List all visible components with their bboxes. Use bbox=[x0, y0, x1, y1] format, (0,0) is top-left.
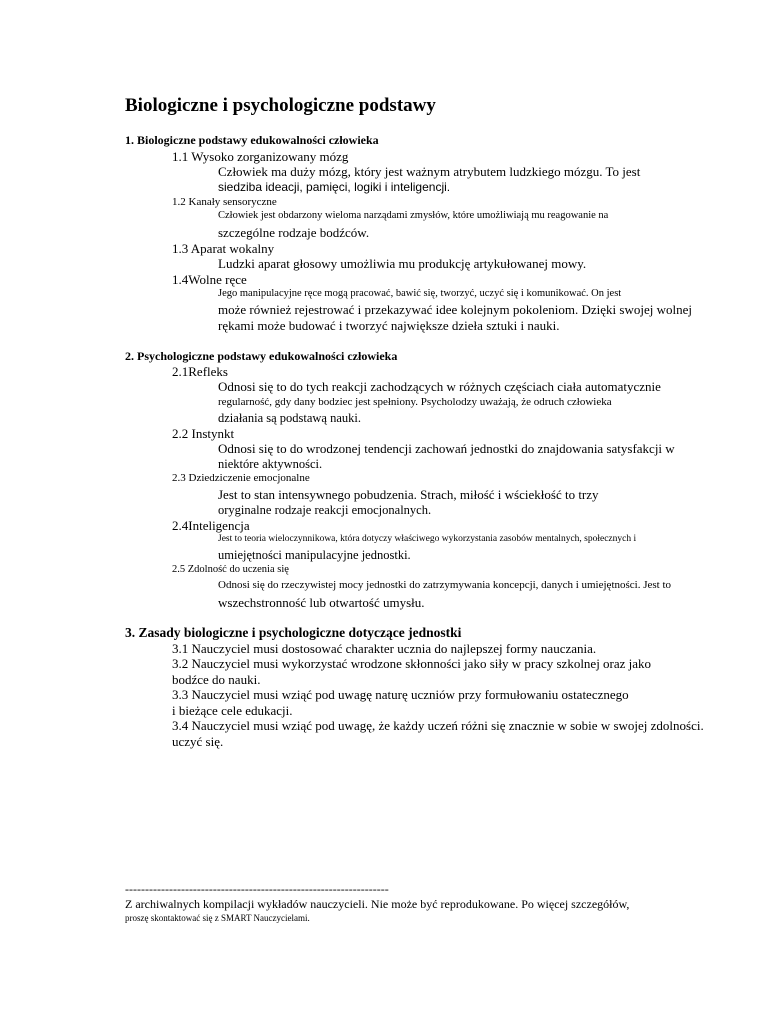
subsection-2-4-title: 2.4Inteligencja bbox=[172, 518, 250, 533]
subsection-2-1-text-line-3: działania są podstawą nauki. bbox=[218, 411, 362, 425]
subsection-1-1-text-line-2: siedziba ideacji, pamięci, logiki i inteligencji. bbox=[218, 180, 451, 194]
subsection-2-1-text-line-1: Odnosi się to do tych reakcji zachodzących w różnych częściach ciała automatycznie bbox=[218, 379, 661, 394]
subsection-2-1-text-line-2: regularność, gdy dany bodziec jest spełniony. Psycholodzy uważają, że odruch człowieka bbox=[218, 396, 612, 408]
subsection-2-2-text-line-2: niektóre aktywności. bbox=[218, 457, 323, 471]
footer-divider: ------------------------------------------------------------------ bbox=[125, 882, 389, 896]
subsection-1-4-text-line-2: może również rejestrować i przekazywać idee kolejnym pokoleniom. Dzięki swojej wolnej bbox=[218, 302, 692, 317]
subsection-2-5-title: 2.5 Zdolność do uczenia się bbox=[172, 564, 289, 575]
subsection-1-2-text-line-2: szczególne rodzaje bodźców. bbox=[218, 225, 370, 240]
subsection-1-3-text-line-1: Ludzki aparat głosowy umożliwia mu produkcję artykułowanej mowy. bbox=[218, 256, 587, 271]
principle-3-1: 3.1 Nauczyciel musi dostosować charakter ucznia do najlepszej formy nauczania. bbox=[172, 641, 597, 656]
section-2-heading: 2. Psychologiczne podstawy edukowalności człowieka bbox=[125, 349, 398, 363]
subsection-1-3-title: 1.3 Aparat wokalny bbox=[172, 241, 275, 256]
subsection-2-2-text-line-1: Odnosi się to do wrodzonej tendencji zachowań jednostki do znajdowania satysfakcji w bbox=[218, 441, 675, 456]
subsection-1-4-text-line-1: Jego manipulacyjne ręce mogą pracować, bawić się, tworzyć, uczyć się i komunikować. On jest bbox=[218, 288, 622, 299]
footer-note-line-1: Z archiwalnych kompilacji wykładów nauczycieli. Nie może być reprodukowane. Po więcej szczegółów, bbox=[125, 897, 630, 911]
subsection-1-2-title: 1.2 Kanały sensoryczne bbox=[172, 196, 277, 208]
subsection-1-1-text-line-1: Człowiek ma duży mózg, który jest ważnym atrybutem ludzkiego mózgu. To jest bbox=[218, 164, 641, 179]
principle-3-2-line-1: 3.2 Nauczyciel musi wykorzystać wrodzone skłonności jako siły w pracy szkolnej oraz jako bbox=[172, 656, 652, 671]
subsection-2-3-text-line-2: oryginalne rodzaje reakcji emocjonalnych. bbox=[218, 503, 432, 517]
subsection-1-4-text-line-3: rękami może budować i tworzyć największe dzieła sztuki i nauki. bbox=[218, 318, 560, 333]
section-1-heading: 1. Biologiczne podstawy edukowalności człowieka bbox=[125, 133, 379, 147]
principle-3-4-line-1: 3.4 Nauczyciel musi wziąć pod uwagę, że każdy uczeń różni się znacznie w sobie w swojej zdolności. bbox=[172, 718, 704, 733]
subsection-1-2-text-line-1: Człowiek jest obdarzony wieloma narządami zmysłów, które umożliwiają mu reagowanie na bbox=[218, 210, 609, 221]
page-title: Biologiczne i psychologiczne podstawy bbox=[125, 95, 436, 116]
subsection-2-1-title: 2.1Refleks bbox=[172, 364, 228, 379]
footer-note-line-2: proszę skontaktować się z SMART Nauczycielami. bbox=[125, 913, 310, 923]
subsection-2-4-text-line-1: Jest to teoria wieloczynnikowa, która dotyczy właściwego wykorzystania zasobów mentalnych, społecznych i bbox=[218, 534, 637, 544]
subsection-1-1-title: 1.1 Wysoko zorganizowany mózg bbox=[172, 149, 349, 164]
section-3-heading: 3. Zasady biologiczne i psychologiczne dotyczące jednostki bbox=[125, 625, 462, 640]
principle-3-3-line-2: i bieżące cele edukacji. bbox=[172, 703, 293, 718]
principle-3-4-line-2: uczyć się. bbox=[172, 734, 224, 749]
principle-3-2-line-2: bodźce do nauki. bbox=[172, 672, 261, 687]
subsection-2-3-text-line-1: Jest to stan intensywnego pobudzenia. Strach, miłość i wściekłość to trzy bbox=[218, 487, 599, 502]
principle-3-3-line-1: 3.3 Nauczyciel musi wziąć pod uwagę naturę uczniów przy formułowaniu ostatecznego bbox=[172, 687, 629, 702]
subsection-2-3-title: 2.3 Dziedziczenie emocjonalne bbox=[172, 472, 310, 484]
subsection-1-4-title: 1.4Wolne ręce bbox=[172, 272, 247, 287]
subsection-2-2-title: 2.2 Instynkt bbox=[172, 426, 235, 441]
subsection-2-5-text-line-1: Odnosi się do rzeczywistej mocy jednostki do zatrzymywania koncepcji, danych i umiejętności. Jest to bbox=[218, 579, 672, 591]
subsection-2-4-text-line-2: umiejętności manipulacyjne jednostki. bbox=[218, 548, 411, 562]
subsection-2-5-text-line-2: wszechstronność lub otwartość umysłu. bbox=[218, 595, 425, 610]
